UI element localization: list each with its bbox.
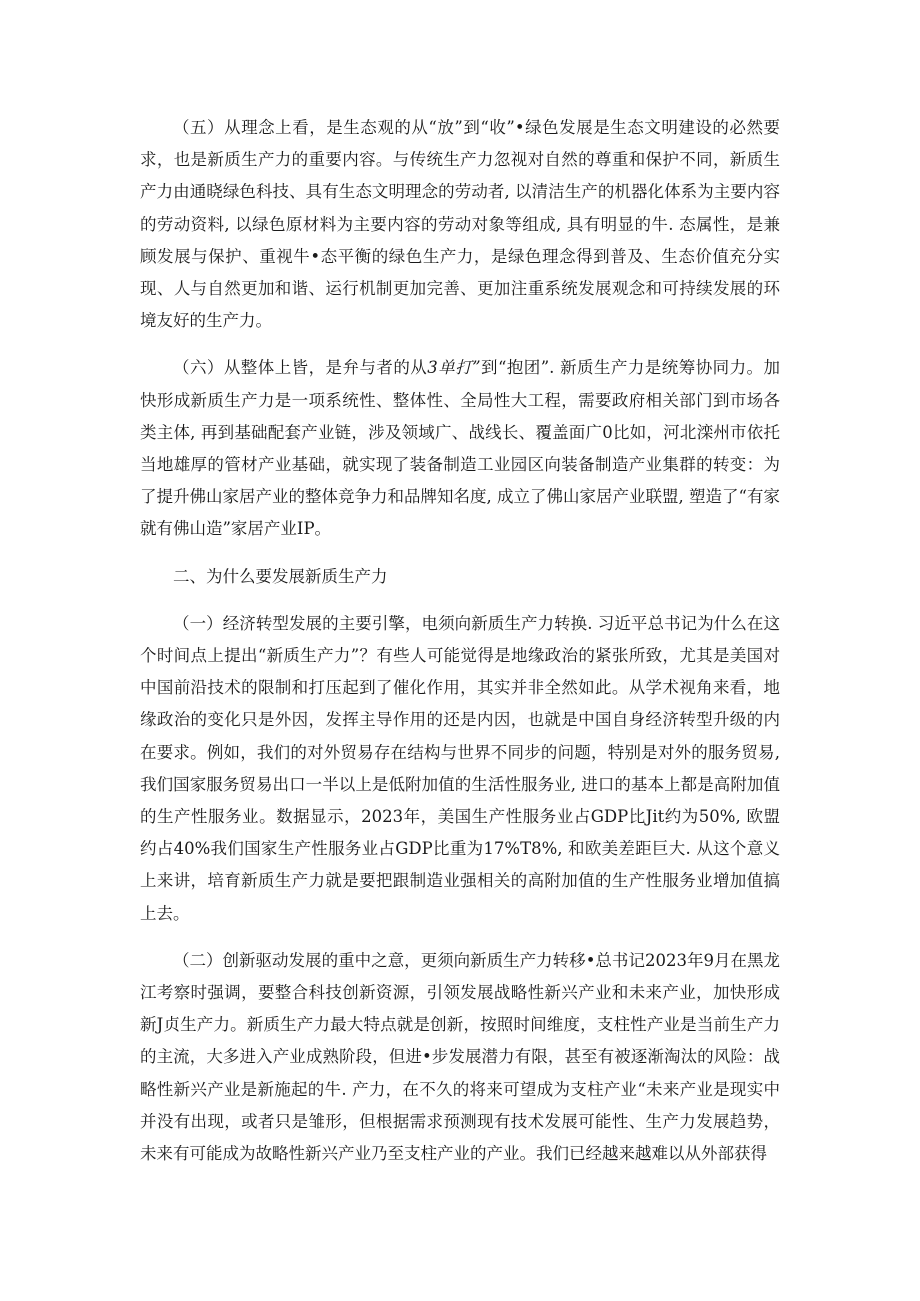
- paragraph-six-rest: 到“抱团”. 新质生产力是统筹协同力。加快形成新质生产力是一项系统性、整体性、全局性大工程，需要政府相关部门到市场各类主体, 再到基础配套产业链，涉及领域广、战线长、覆盖面广0比如，河北滦州市依托当地雄厚的管材产业基础，就实现了装备制造工业园区向装备制造产业集群的转变：为了提升佛山家居产业的整体竞争力和品牌知名度, 成立了佛山家居产业联盟, 塑造了“有家就有佛山造”家居产业IP。: [140, 358, 781, 539]
- paragraph-reason-two: （二）创新驱动发展的重中之意，更须向新质生产力转移•总书记2023年9月在黑龙江考察时强调，要整合科技创新资源，引领发展战略性新兴产业和未来产业，加快形成新J贞生产力。新质生产力最大特点就是创新，按照时间维度，支柱性产业是当前生产力的主流，大多进入产业成熟阶段，但进•步发展潜力有限，甚至有被逐渐淘汰的风险：战略性新兴产业是新施起的牛. 产力，在不久的将来可望成为支柱产业“未来产业是现实中并没有出现，或者只是雏形，但根据需求预测现有技术发展可能性、生产力发展趋势，未来有可能成为故略性新兴产业乃至支柱产业的产业。我们已经越来越难以从外部获得: [140, 950, 780, 1164]
- paragraph-reason-one: （一）经济转型发展的主要引擎，电须向新质生产力转换. 习近平总书记为什么在这个时间点上提出“新质生产力”？有些人可能觉得是地缘政治的紧张所致，尤其是美国对中国前沿技术的限制和打压起到了催化作用，其实并非全然如此。从学术视角来看，地缘政治的变化只是外因，发挥主导作用的还是内因，也就是中国自身经济转型升级的内在要求。例如，我们的对外贸易存在结构与世界不同步的问题，特别是对外的服务贸易, 我们国家服务贸易出口一半以上是低附加值的生活性服务业, 进口的基本上都是高附加值的生产性服务业。数据显示，2023年，美国生产性服务业占GDP比Jit约为50%, 欧盟约占40%我们国家生产性服务业占GDP比重为17%T8%, 和欧美差距巨大. 从这个意义上来讲，培育新质生产力就是要把跟制造业强相关的高附加值的生产性服务业增加值搞上去。: [140, 613, 780, 923]
- paragraph-six-italic: 3单打”: [427, 358, 481, 378]
- document-page: [140, 112, 780, 1170]
- paragraph-five: （五）从理念上看，是生态观的从“放”到“收”•绿色发展是生态文明建设的必然要求，也是新质生产力的重要内容。与传统生产力忽视对自然的尊重和保护不同，新质生产力由通晓绿色科技、具有生态文明理念的劳动者, 以清洁生产的机器化体系为主要内容的劳动资料, 以绿色原材料为主要内容的劳动对象等组成, 具有明显的牛. 态属性，是兼顾发展与保护、重视牛•态平衡的绿色生产力，是绿色理念得到普及、生态价值充分实现、人与自然更加和谐、运行机制更加完善、更加注重系统发展观念和可持续发展的环境友好的生产力。: [140, 118, 780, 331]
- paragraph-six-start: （六）从整体上皆，是弁与者的从: [173, 358, 428, 378]
- section-heading-two: 二、为什么要发展新质生产力: [173, 566, 388, 586]
- paragraph-six: [140, 352, 780, 545]
